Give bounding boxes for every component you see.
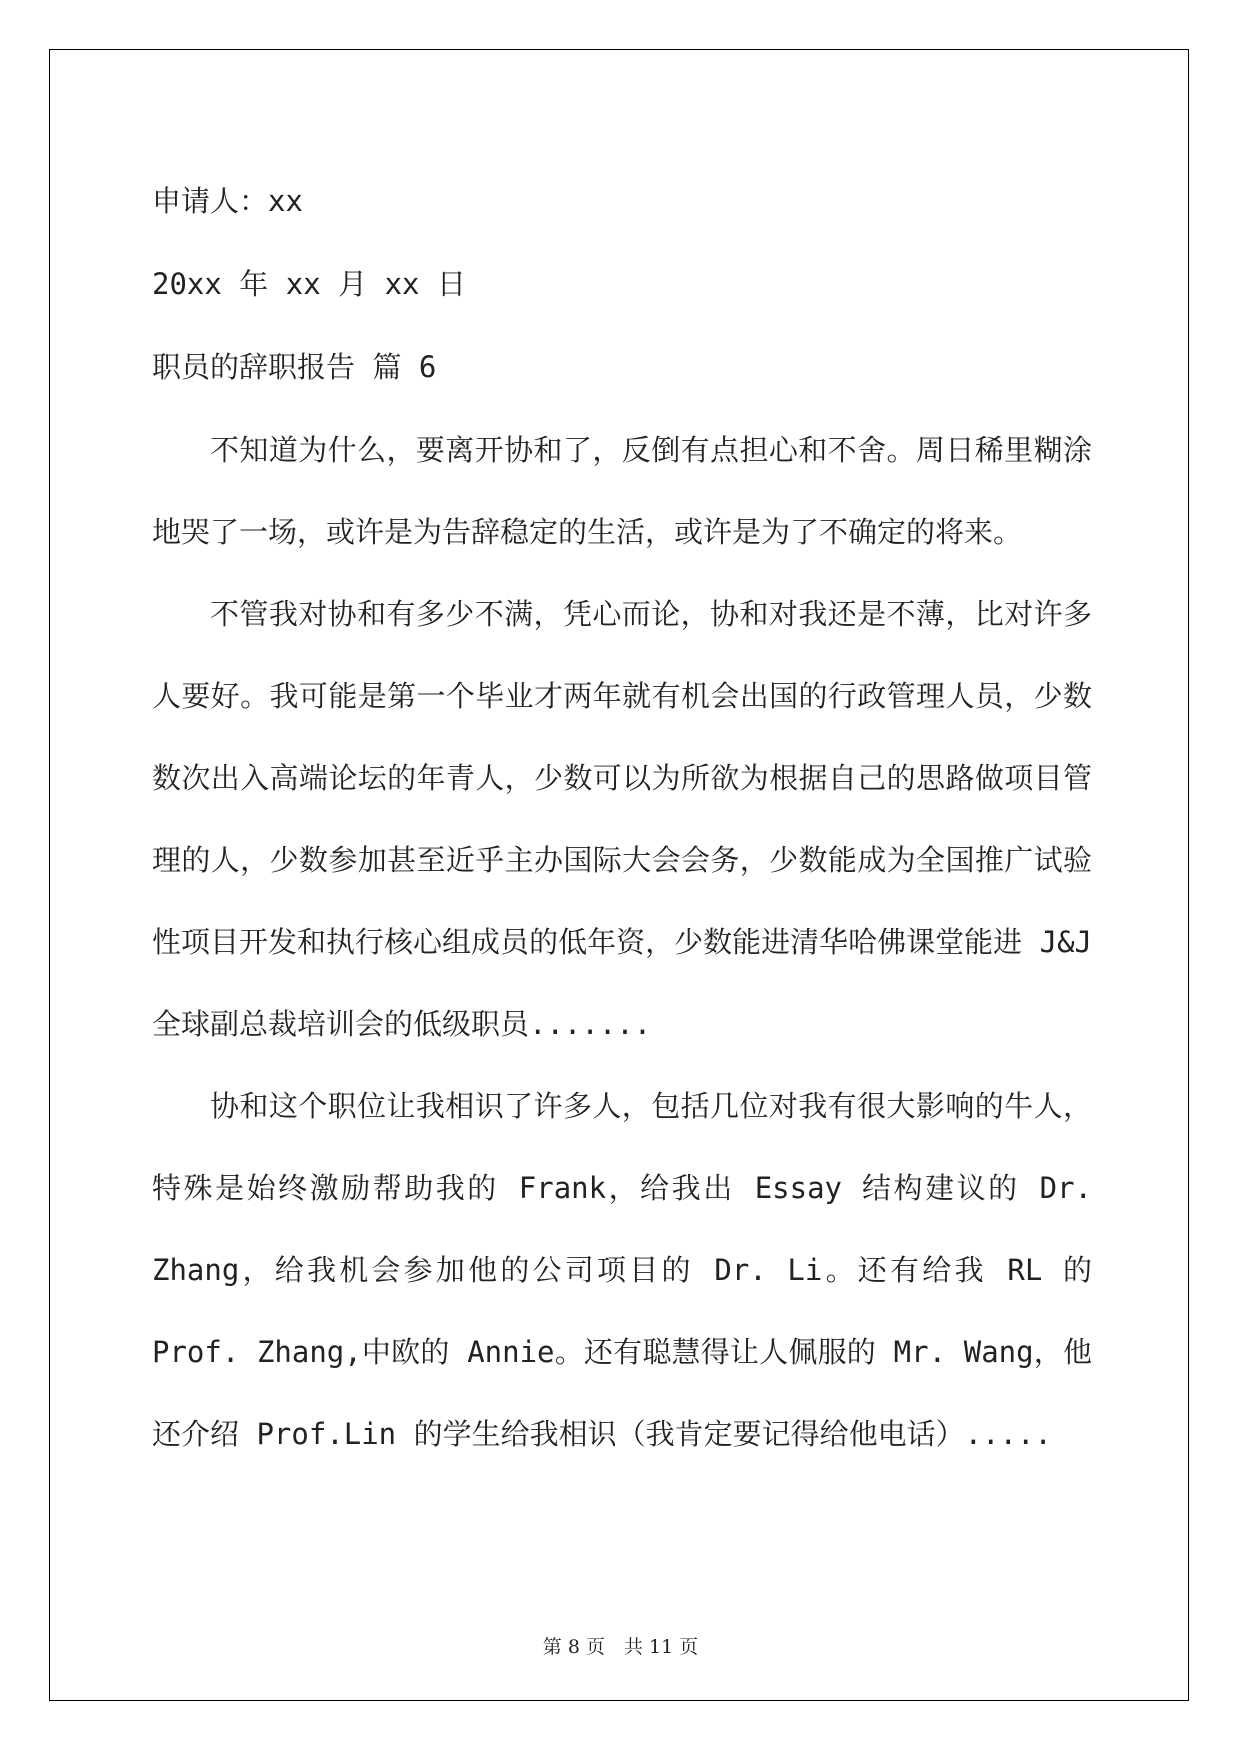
paragraph-3: 协和这个职位让我相识了许多人，包括几位对我有很大影响的牛人，特殊是始终激励帮助我的 Frank，给我出 Essay 结构建议的 Dr. Zhang，给我机会参加他的公司项目的 Dr. Li。还有给我 RL 的 Prof. Zhang,中欧的 Annie。还有聪慧得让人佩服的 Mr. Wang，他还介绍 Prof.Lin 的学生给我相识（我肯定要记得给他电话）.....: [152, 1089, 1092, 1451]
document-body: [152, 160, 1092, 1475]
date-line: 20xx 年 xx 月 xx 日: [152, 267, 466, 301]
applicant-line: 申请人：xx: [152, 184, 303, 218]
page-number-footer: 第 8 页 共 11 页: [542, 1636, 699, 1658]
section-title: 职员的辞职报告 篇 6: [152, 350, 437, 384]
paragraph-2: 不管我对协和有多少不满，凭心而论，协和对我还是不薄，比对许多人要好。我可能是第一个毕业才两年就有机会出国的行政管理人员，少数数次出入高端论坛的年青人，少数可以为所欲为根据自己的思路做项目管理的人，少数参加甚至近乎主办国际大会会务，少数能成为全国推广试验性项目开发和执行核心组成员的低年资，少数能进清华哈佛课堂能进 J&J 全球副总裁培训会的低级职员.......: [152, 597, 1092, 1041]
paragraph-1: 不知道为什么，要离开协和了，反倒有点担心和不舍。周日稀里糊涂地哭了一场，或许是为告辞稳定的生活，或许是为了不确定的将来。: [152, 433, 1092, 549]
